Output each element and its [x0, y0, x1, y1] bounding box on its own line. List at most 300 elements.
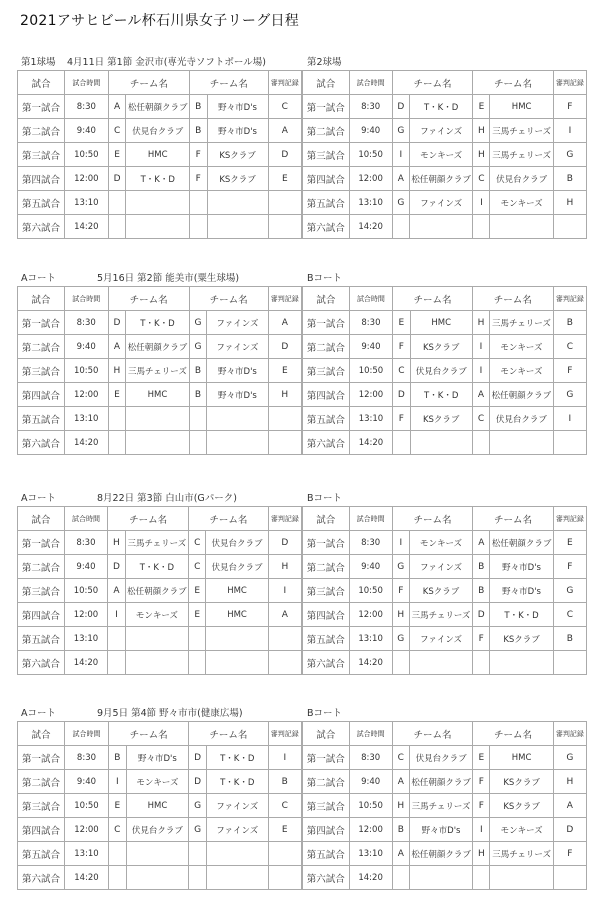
team1-name: 伏見台クラブ	[409, 746, 472, 770]
team1-name: 伏見台クラブ	[410, 359, 472, 383]
match-number: 第四試合	[303, 167, 350, 191]
col-header-team2: チーム名	[189, 507, 269, 531]
col-header-referee: 審判記録	[553, 722, 586, 746]
match-number: 第六試合	[18, 215, 65, 239]
team1-name: ファインズ	[409, 119, 472, 143]
referee-code: D	[268, 335, 301, 359]
referee-code	[268, 215, 301, 239]
col-header-team1: チーム名	[392, 722, 473, 746]
team2-code: F	[473, 770, 490, 794]
referee-code	[553, 866, 586, 890]
match-time: 9:40	[349, 335, 393, 359]
referee-code: I	[553, 407, 586, 431]
team1-code	[108, 866, 126, 890]
team2-name: ファインズ	[207, 311, 268, 335]
team1-name: 三馬チェリーズ	[125, 531, 188, 555]
table-row	[303, 866, 587, 890]
table-row	[18, 627, 302, 651]
team2-code: F	[473, 627, 490, 651]
table-row	[303, 95, 587, 119]
team2-name: 三馬チェリーズ	[490, 842, 553, 866]
team1-name: 三馬チェリーズ	[409, 603, 472, 627]
col-header-time: 試合時間	[349, 287, 393, 311]
col-header-match: 試合	[303, 71, 350, 95]
referee-code: A	[268, 119, 301, 143]
team2-code	[472, 431, 489, 455]
match-number: 第三試合	[18, 143, 65, 167]
table-row	[18, 431, 302, 455]
referee-code: B	[268, 770, 301, 794]
table-row	[303, 119, 587, 143]
match-time: 9:40	[64, 335, 108, 359]
referee-code: E	[268, 359, 301, 383]
section-header	[17, 488, 587, 506]
team1-code: D	[108, 311, 126, 335]
table-row	[303, 215, 587, 239]
match-number: 第六試合	[18, 866, 65, 890]
team1-code	[392, 215, 409, 239]
match-time: 12:00	[349, 167, 392, 191]
team2-code	[189, 842, 207, 866]
team1-name	[126, 431, 190, 455]
team1-name: HMC	[126, 794, 189, 818]
match-number: 第一試合	[303, 531, 350, 555]
team2-name	[207, 431, 268, 455]
table-row	[303, 770, 587, 794]
team2-code: B	[473, 555, 490, 579]
section-header	[17, 52, 587, 70]
table-row	[18, 770, 302, 794]
team2-code: B	[190, 119, 208, 143]
team2-name: ファインズ	[206, 794, 268, 818]
team1-code	[108, 215, 126, 239]
match-number: 第五試合	[18, 842, 65, 866]
referee-code: H	[553, 770, 586, 794]
team2-code: G	[189, 311, 207, 335]
table-row	[303, 651, 587, 675]
match-number: 第六試合	[303, 651, 350, 675]
team1-name: T・K・D	[125, 555, 188, 579]
table-header-row	[303, 287, 587, 311]
team2-code: I	[472, 359, 489, 383]
team1-code: D	[392, 95, 409, 119]
team1-name: ファインズ	[409, 555, 472, 579]
referee-code: C	[268, 95, 301, 119]
team1-code: G	[392, 627, 409, 651]
match-number: 第二試合	[18, 335, 65, 359]
match-number: 第四試合	[18, 383, 65, 407]
col-header-time: 試合時間	[349, 71, 392, 95]
match-number: 第三試合	[303, 794, 350, 818]
col-header-team1: チーム名	[108, 507, 189, 531]
table-row	[303, 555, 587, 579]
team2-name: モンキーズ	[490, 818, 553, 842]
team1-code: E	[108, 794, 126, 818]
team2-name: 三馬チェリーズ	[490, 119, 553, 143]
match-time: 9:40	[64, 119, 108, 143]
table-row	[303, 383, 587, 407]
team1-code: E	[393, 311, 410, 335]
match-time: 12:00	[64, 383, 108, 407]
table-row	[18, 95, 302, 119]
team1-code: A	[108, 335, 126, 359]
table-row	[18, 335, 302, 359]
team2-code: H	[473, 143, 490, 167]
team2-code: I	[473, 818, 490, 842]
team2-name: KSクラブ	[490, 794, 553, 818]
table-header-row	[18, 507, 302, 531]
match-number: 第三試合	[18, 794, 65, 818]
team2-name: 松任朝顔クラブ	[490, 531, 553, 555]
referee-code: E	[268, 818, 301, 842]
section-header	[17, 703, 587, 721]
match-time: 8:30	[349, 531, 392, 555]
team2-name: 野々市D's	[207, 95, 268, 119]
match-number: 第五試合	[303, 842, 350, 866]
match-time: 14:20	[64, 866, 108, 890]
table-row	[303, 167, 587, 191]
team1-code: D	[393, 383, 410, 407]
team1-name: HMC	[126, 143, 190, 167]
col-header-team2: チーム名	[472, 287, 553, 311]
team2-code	[473, 215, 490, 239]
team2-code: B	[189, 383, 207, 407]
match-number: 第六試合	[303, 866, 350, 890]
team2-name: KSクラブ	[207, 167, 268, 191]
col-header-team2: チーム名	[473, 71, 553, 95]
field-label-left: 第1球場	[21, 57, 56, 68]
referee-code: A	[268, 603, 301, 627]
team1-name: 松任朝顔クラブ	[125, 579, 188, 603]
team1-code: D	[108, 167, 126, 191]
table-row	[303, 627, 587, 651]
team2-name: KSクラブ	[490, 627, 553, 651]
table-row	[303, 579, 587, 603]
team1-code: C	[392, 746, 409, 770]
match-time: 9:40	[349, 770, 392, 794]
table-row	[18, 842, 302, 866]
col-header-match: 試合	[303, 287, 350, 311]
match-number: 第五試合	[18, 627, 65, 651]
referee-code: E	[553, 531, 586, 555]
team2-name: HMC	[490, 746, 553, 770]
team2-name	[206, 651, 268, 675]
table-row	[18, 191, 302, 215]
match-time: 14:20	[64, 431, 108, 455]
table-row	[303, 335, 587, 359]
referee-code: G	[553, 746, 586, 770]
team2-name: 三馬チェリーズ	[490, 311, 553, 335]
referee-code: C	[268, 794, 301, 818]
team1-name: モンキーズ	[409, 531, 472, 555]
match-time: 13:10	[349, 842, 392, 866]
match-number: 第一試合	[303, 311, 350, 335]
team2-name: 野々市D's	[207, 383, 268, 407]
col-header-team1: チーム名	[393, 287, 473, 311]
team2-code: F	[473, 794, 490, 818]
referee-code: G	[553, 383, 586, 407]
team1-code: I	[108, 770, 126, 794]
match-number: 第四試合	[18, 167, 65, 191]
referee-code: D	[268, 531, 301, 555]
team1-code: H	[392, 603, 409, 627]
team2-code: D	[189, 746, 207, 770]
team1-code	[393, 431, 410, 455]
team2-name	[490, 431, 553, 455]
match-time: 12:00	[64, 167, 108, 191]
match-time: 13:10	[64, 842, 108, 866]
team1-code: F	[393, 407, 410, 431]
col-header-time: 試合時間	[64, 507, 108, 531]
referee-code: B	[553, 167, 586, 191]
match-number: 第五試合	[18, 407, 65, 431]
team1-name: 松任朝顔クラブ	[409, 842, 472, 866]
schedule-table-left	[17, 286, 302, 455]
referee-code	[268, 842, 301, 866]
team2-code: B	[189, 359, 207, 383]
col-header-team2: チーム名	[189, 287, 268, 311]
table-header-row	[303, 507, 587, 531]
table-row	[18, 555, 302, 579]
team1-name: 伏見台クラブ	[126, 119, 190, 143]
match-time: 10:50	[349, 143, 392, 167]
team1-name: 松任朝顔クラブ	[409, 770, 472, 794]
match-number: 第二試合	[18, 555, 65, 579]
match-time: 13:10	[64, 191, 108, 215]
team2-name: KSクラブ	[207, 143, 268, 167]
team1-name: 伏見台クラブ	[126, 818, 189, 842]
col-header-team1: チーム名	[392, 507, 472, 531]
team1-code	[108, 191, 126, 215]
field-label-right: 第2球場	[307, 57, 342, 68]
team2-name: モンキーズ	[490, 335, 553, 359]
team1-name: KSクラブ	[410, 407, 472, 431]
match-number: 第一試合	[18, 95, 65, 119]
match-time: 10:50	[349, 359, 393, 383]
team2-code: E	[473, 95, 490, 119]
match-time: 13:10	[349, 191, 392, 215]
team2-code: C	[189, 555, 206, 579]
col-header-time: 試合時間	[64, 71, 108, 95]
team2-code: I	[473, 191, 490, 215]
match-number: 第一試合	[18, 746, 65, 770]
field-label-left: Aコート	[21, 273, 56, 284]
team2-name: 野々市D's	[490, 579, 553, 603]
table-row	[18, 531, 302, 555]
col-header-match: 試合	[18, 722, 65, 746]
col-header-match: 試合	[303, 722, 350, 746]
referee-code	[553, 215, 586, 239]
col-header-referee: 審判記録	[553, 507, 586, 531]
referee-code	[553, 651, 586, 675]
team1-code	[108, 431, 126, 455]
match-time: 13:10	[64, 627, 108, 651]
round-info: 8月22日 第3節 白山市(Gパーク)	[97, 493, 237, 504]
table-row	[18, 746, 302, 770]
team2-name: 野々市D's	[207, 119, 268, 143]
match-number: 第六試合	[18, 431, 65, 455]
col-header-referee: 審判記録	[268, 287, 301, 311]
team2-name: 野々市D's	[490, 555, 553, 579]
team1-code	[108, 407, 126, 431]
team1-code	[392, 651, 409, 675]
table-row	[303, 818, 587, 842]
field-label-right: Bコート	[307, 708, 343, 719]
match-number: 第一試合	[303, 95, 350, 119]
team1-name: 野々市D's	[409, 818, 472, 842]
table-header-row	[18, 287, 302, 311]
table-row	[18, 407, 302, 431]
referee-code	[268, 651, 301, 675]
table-row	[303, 143, 587, 167]
round-info: 5月16日 第2節 能美市(粟生球場)	[97, 273, 240, 284]
team1-code: A	[108, 579, 125, 603]
referee-code	[268, 191, 301, 215]
schedule-table-right	[302, 70, 587, 239]
table-header-row	[18, 71, 302, 95]
round-info: 9月5日 第4節 野々市市(健康広場)	[97, 708, 243, 719]
match-time: 9:40	[349, 555, 392, 579]
team2-code: F	[190, 143, 208, 167]
match-time: 14:20	[349, 866, 392, 890]
match-time: 14:20	[64, 651, 108, 675]
col-header-referee: 審判記録	[553, 287, 586, 311]
referee-code: F	[553, 359, 586, 383]
team2-name: KSクラブ	[490, 770, 553, 794]
match-number: 第四試合	[303, 818, 350, 842]
table-header-row	[18, 722, 302, 746]
team2-code: C	[473, 167, 490, 191]
match-number: 第五試合	[303, 407, 350, 431]
table-header-row	[303, 722, 587, 746]
team1-name	[126, 842, 189, 866]
team1-name	[126, 866, 189, 890]
referee-code: I	[553, 119, 586, 143]
team1-code: G	[392, 119, 409, 143]
team1-code: B	[108, 746, 126, 770]
match-number: 第三試合	[303, 359, 350, 383]
match-time: 12:00	[349, 383, 393, 407]
team2-code	[473, 651, 490, 675]
team1-name	[126, 215, 190, 239]
section-header	[17, 268, 587, 286]
team1-name: 松任朝顔クラブ	[126, 95, 190, 119]
team2-name: 伏見台クラブ	[206, 531, 268, 555]
team2-name: モンキーズ	[490, 191, 553, 215]
referee-code: G	[553, 143, 586, 167]
match-time: 8:30	[349, 311, 393, 335]
team1-name: モンキーズ	[125, 603, 188, 627]
table-row	[18, 167, 302, 191]
match-time: 9:40	[349, 119, 392, 143]
table-row	[18, 579, 302, 603]
team1-name	[409, 866, 472, 890]
referee-code: F	[553, 95, 586, 119]
team2-name	[206, 627, 268, 651]
col-header-team1: チーム名	[392, 71, 473, 95]
team1-code: B	[392, 818, 409, 842]
table-row	[18, 603, 302, 627]
col-header-time: 試合時間	[64, 287, 108, 311]
match-time: 13:10	[349, 627, 392, 651]
team2-code: H	[473, 842, 490, 866]
col-header-referee: 審判記録	[268, 507, 301, 531]
team1-name: KSクラブ	[410, 335, 472, 359]
schedule-section-4	[17, 703, 587, 890]
schedule-table-left	[17, 506, 302, 675]
team1-name: T・K・D	[409, 95, 472, 119]
match-time: 8:30	[64, 746, 108, 770]
referee-code: H	[553, 191, 586, 215]
team1-name	[409, 651, 472, 675]
field-label-left: Aコート	[21, 493, 56, 504]
match-time: 8:30	[349, 746, 392, 770]
col-header-match: 試合	[303, 507, 350, 531]
match-time: 12:00	[349, 603, 392, 627]
table-row	[303, 431, 587, 455]
match-number: 第三試合	[303, 579, 350, 603]
team1-name: 松任朝顔クラブ	[126, 335, 190, 359]
col-header-team1: チーム名	[108, 71, 189, 95]
referee-code: H	[268, 383, 301, 407]
match-number: 第四試合	[303, 383, 350, 407]
team2-name: 伏見台クラブ	[490, 407, 553, 431]
table-row	[18, 794, 302, 818]
team1-name: HMC	[126, 383, 190, 407]
match-time: 10:50	[64, 359, 108, 383]
team2-code: E	[189, 603, 206, 627]
team1-code: C	[108, 119, 126, 143]
schedule-section-2	[17, 268, 587, 455]
team1-code: E	[108, 383, 126, 407]
team2-code	[189, 651, 206, 675]
team2-code: C	[472, 407, 489, 431]
team1-code: A	[392, 842, 409, 866]
team2-code: I	[472, 335, 489, 359]
referee-code: F	[553, 842, 586, 866]
team2-code: G	[189, 335, 207, 359]
col-header-match: 試合	[18, 507, 65, 531]
team2-code	[189, 407, 207, 431]
match-time: 14:20	[349, 215, 392, 239]
team1-code	[108, 627, 125, 651]
table-row	[303, 311, 587, 335]
match-number: 第四試合	[303, 603, 350, 627]
match-time: 14:20	[64, 215, 108, 239]
table-row	[18, 359, 302, 383]
team2-name	[206, 866, 268, 890]
team2-name: モンキーズ	[490, 359, 553, 383]
table-row	[18, 818, 302, 842]
referee-code	[268, 627, 301, 651]
team1-name	[126, 407, 190, 431]
team1-code: C	[393, 359, 410, 383]
team2-name	[207, 191, 268, 215]
match-number: 第二試合	[303, 119, 350, 143]
team2-name	[490, 215, 553, 239]
team2-name: 松任朝顔クラブ	[490, 383, 553, 407]
match-number: 第二試合	[303, 770, 350, 794]
col-header-match: 試合	[18, 287, 65, 311]
team2-code: H	[472, 311, 489, 335]
team2-name: T・K・D	[490, 603, 553, 627]
team1-name	[409, 215, 472, 239]
referee-code: H	[268, 555, 301, 579]
match-time: 10:50	[64, 143, 108, 167]
team1-code: A	[392, 770, 409, 794]
referee-code: E	[268, 167, 301, 191]
team2-name: ファインズ	[206, 818, 268, 842]
